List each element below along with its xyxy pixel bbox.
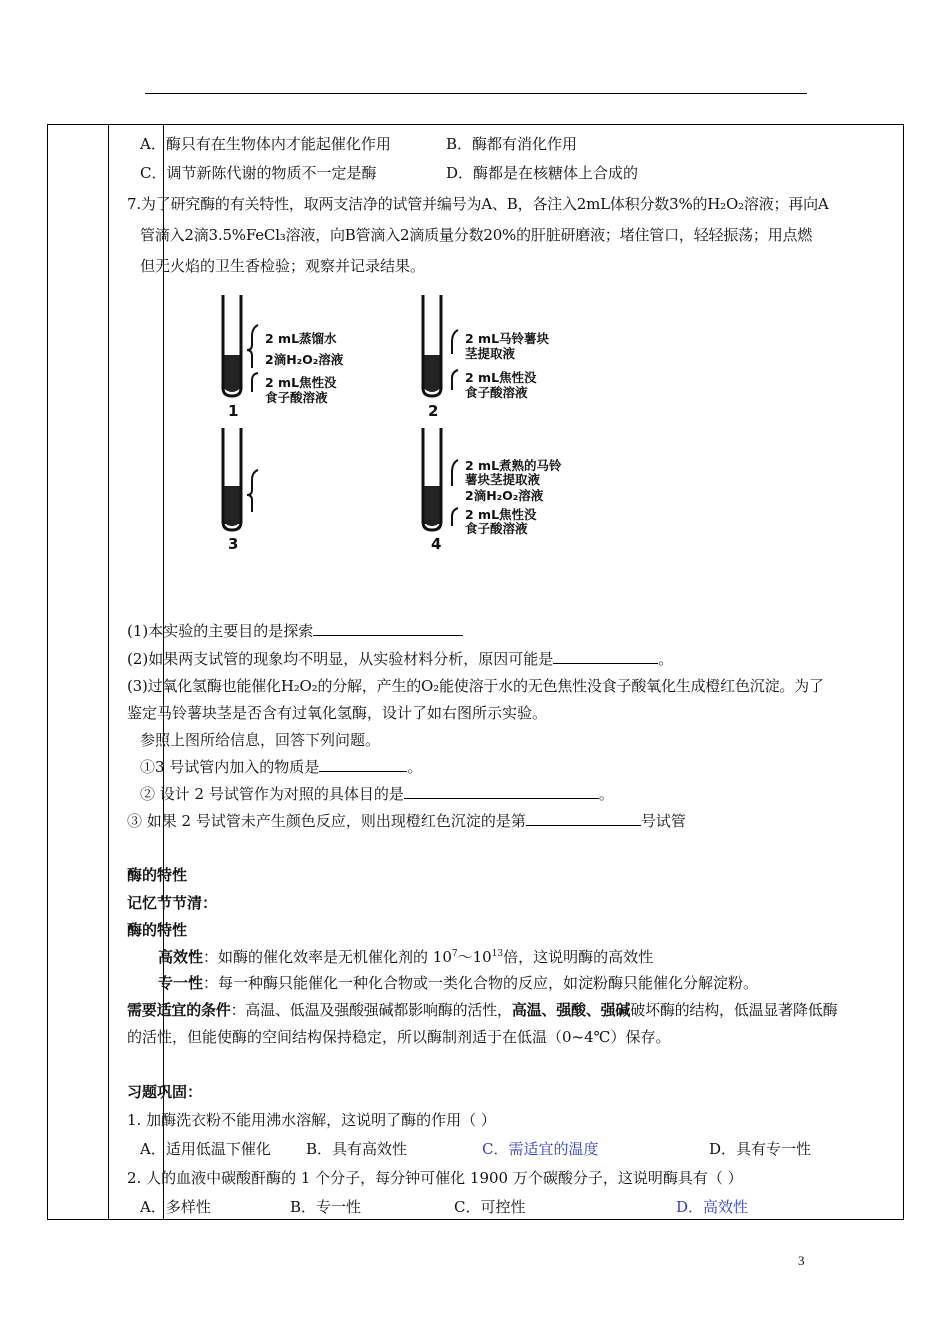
exponent-13: 13 xyxy=(491,949,504,959)
exercise-2-option-d-answer: D．高效性 xyxy=(676,1198,749,1216)
q7-sub3-q3-text: ③ 如果 2 号试管未产生颜色反应，则出现橙红色沉淀的是第 xyxy=(127,812,526,830)
tube-4-label-boiled-b: 薯块茎提取液 xyxy=(465,472,541,487)
q7-sub3-q3-blank[interactable] xyxy=(526,811,641,826)
q7-sub3-q2-period: 。 xyxy=(598,785,614,803)
tube-2-label-extract-a: 2 mL马铃薯块 xyxy=(465,331,550,346)
q7-sub3-line-3: 参照上图所给信息，回答下列问题。 xyxy=(140,731,381,749)
table-column-2 xyxy=(108,125,164,1219)
notes-specificity xyxy=(158,972,758,993)
tube-2-label-acid-a: 2 mL焦性没 xyxy=(465,370,537,385)
q6-option-d: D．酶都是在核糖体上合成的 xyxy=(446,164,639,182)
q7-stem-line-2: 管滴入2滴3.5%FeCl₃溶液，向B管滴入2滴质量分数20%的肝脏研磨液；堵住管口，轻轻振荡；用点燃 xyxy=(140,226,813,244)
exercise-2-option-b: B．专一性 xyxy=(290,1198,362,1216)
notes-high-efficiency xyxy=(158,946,653,967)
exponent-7: 7 xyxy=(451,949,458,959)
q7-sub3-line-1: (3)过氧化氢酶也能催化H₂O₂的分解，产生的O₂能使溶于水的无色焦性没食子酸氧化生成橙红色沉淀。为了 xyxy=(127,677,824,695)
tube-1-label-h2o2: 2滴H₂O₂溶液 xyxy=(265,352,344,367)
tube-4 xyxy=(423,428,458,530)
header-rule xyxy=(145,93,807,94)
tube-1-label-acid-a: 2 mL焦性没 xyxy=(265,375,337,390)
q7-sub3-q3-tail: 号试管 xyxy=(640,812,686,830)
q7-sub1-text: (1)本实验的主要目的是探索 xyxy=(127,622,314,640)
q7-sub3-q1-period: 。 xyxy=(407,758,423,776)
q7-sub3-q1-blank[interactable] xyxy=(319,757,407,772)
conditions-label: 需要适宜的条件 xyxy=(127,1001,231,1019)
q7-sub3-q3 xyxy=(127,810,686,831)
q7-stem-line-3: 但无火焰的卫生香检验；观察并记录结果。 xyxy=(140,257,426,275)
exercise-1-option-c-answer: C．需适宜的温度 xyxy=(482,1140,599,1158)
q7-stem-line-1: 7.为了研究酶的有关特性，取两支洁净的试管并编号为A、B，各注入2mL体积分数3%的H₂O₂溶液；再向A xyxy=(127,195,829,213)
tube-4-label-boiled-a: 2 mL煮熟的马铃 xyxy=(465,458,562,473)
exercise-1-option-a: A．适用低温下催化 xyxy=(140,1140,271,1158)
q6-option-a: A．酶只有在生物体内才能起催化作用 xyxy=(140,135,391,153)
exercise-1-option-d: D．具有专一性 xyxy=(709,1140,812,1158)
tube-3 xyxy=(223,428,258,530)
specificity-text: ：每一种酶只能催化一种化合物或一类化合物的反应，如淀粉酶只能催化分解淀粉。 xyxy=(203,974,759,992)
tube-2-number: 2 xyxy=(428,402,439,420)
tube-1-label-water: 2 mL蒸馏水 xyxy=(265,331,337,346)
q7-sub1 xyxy=(127,620,463,641)
notes-conditions-line-2: 的活性，但能使酶的空间结构保持稳定，所以酶制剂适于在低温（0~4℃）保存。 xyxy=(127,1028,671,1046)
tube-2-label-acid-b: 食子酸溶液 xyxy=(465,385,528,400)
tilde-10: ～10 xyxy=(457,948,492,966)
exercise-1-option-b: B．具有高效性 xyxy=(306,1140,408,1158)
high-efficiency-label: 高效性 xyxy=(158,948,204,966)
q7-sub3-line-2: 鉴定马铃薯块茎是否含有过氧化氢酶，设计了如右图所示实验。 xyxy=(127,704,548,722)
conditions-bold: 高温、强酸、强碱 xyxy=(511,1001,631,1019)
tube-1-number: 1 xyxy=(228,402,239,420)
q7-sub3-q2 xyxy=(140,783,614,804)
conditions-text-1: ：高温、低温及强酸强碱都影响酶的活性， xyxy=(230,1001,512,1019)
q7-sub2-period: 。 xyxy=(658,650,674,668)
table-column-1 xyxy=(48,125,109,1219)
tube-2 xyxy=(423,295,458,396)
tube-1 xyxy=(223,295,258,396)
page-number: 3 xyxy=(798,1253,805,1268)
q6-option-b: B．酶都有消化作用 xyxy=(446,135,578,153)
high-efficiency-text-2: 倍，这说明酶的高效性 xyxy=(503,948,654,966)
exercise-1-stem: 1. 加酶洗衣粉不能用沸水溶解，这说明了酶的作用（ ） xyxy=(127,1111,496,1129)
q7-sub3-q1 xyxy=(140,756,422,777)
high-efficiency-text: ：如酶的催化效率是无机催化剂的 10 xyxy=(203,948,452,966)
q7-sub2 xyxy=(127,648,673,669)
q7-sub2-text: (2)如果两支试管的现象均不明显，从实验材料分析，原因可能是 xyxy=(127,650,554,668)
tube-4-label-acid-a: 2 mL焦性没 xyxy=(465,507,537,522)
specificity-label: 专一性 xyxy=(158,974,204,992)
tube-4-label-h2o2: 2滴H₂O₂溶液 xyxy=(465,488,544,503)
q7-sub3-q1-text: ①3 号试管内加入的物质是 xyxy=(140,758,320,776)
exercise-2-option-a: A．多样性 xyxy=(140,1198,211,1216)
tube-3-number: 3 xyxy=(228,535,239,553)
q7-sub3-q2-text: ② 设计 2 号试管作为对照的具体目的是 xyxy=(140,785,404,803)
notes-memory-label: 记忆节节清： xyxy=(127,894,218,912)
tube-2-label-extract-b: 茎提取液 xyxy=(465,346,516,361)
q7-sub3-q2-blank[interactable] xyxy=(404,784,599,799)
conditions-text-2: 破坏酶的结构，低温显著降低酶 xyxy=(630,1001,838,1019)
q6-option-c: C．调节新陈代谢的物质不一定是酶 xyxy=(140,164,377,182)
exercises-heading: 习题巩固： xyxy=(127,1083,203,1101)
tube-1-label-acid-b: 食子酸溶液 xyxy=(265,390,328,405)
tube-4-label-acid-b: 食子酸溶液 xyxy=(465,521,528,536)
notes-sub-heading: 酶的特性 xyxy=(127,921,188,939)
exercise-2-stem: 2. 人的血液中碳酸酐酶的 1 个分子，每分钟可催化 1900 万个碳酸分子，这说明酶具有（ ） xyxy=(127,1169,743,1187)
exercise-2-option-c: C．可控性 xyxy=(454,1198,526,1216)
notes-heading: 酶的特性 xyxy=(127,866,188,884)
tube-4-number: 4 xyxy=(431,535,442,553)
notes-conditions xyxy=(127,999,837,1020)
q7-sub2-blank[interactable] xyxy=(553,649,658,664)
q7-sub1-blank[interactable] xyxy=(313,621,463,636)
content-table xyxy=(47,124,904,1220)
